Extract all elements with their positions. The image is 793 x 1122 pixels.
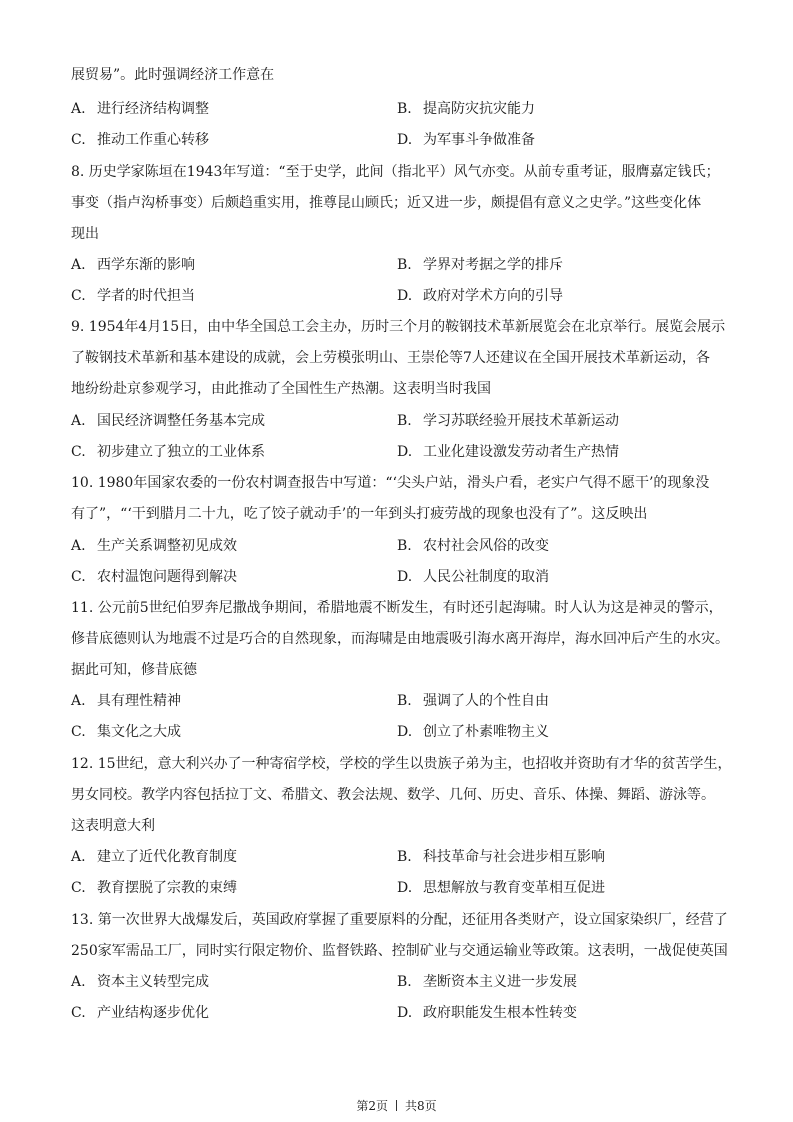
q12-option-a (71, 848, 237, 866)
option-key: D. (397, 132, 413, 148)
option-key: A. (71, 413, 86, 429)
q7-option-a (71, 100, 209, 118)
option-key: B. (397, 257, 412, 273)
question-9-stem-line-3: 地纷纷赴京参观学习，由此推动了全国性生产热潮。这表明当时我国 (71, 381, 491, 397)
option-key: B. (397, 693, 412, 709)
q13-option-d (397, 1004, 577, 1022)
question-12-stem-line-3: 这表明意大利 (71, 818, 155, 834)
question-8-stem-line-1: 8. 历史学家陈垣在1943年写道：“至于史学，此间（指北平）风气亦变。从前专重考证，服膺嘉定钱氏； (71, 164, 720, 180)
option-key: B. (397, 849, 412, 865)
option-text: 进行经济结构调整 (97, 101, 209, 117)
option-key: A. (71, 538, 86, 554)
question-13-stem-line-1: 13. 第一次世界大战爆发后，英国政府掌握了重要原料的分配，还征用各类财产，设立国家染织厂，经营了 (71, 912, 728, 928)
option-key: D. (397, 444, 413, 460)
q10-option-b (397, 537, 549, 555)
option-text: 资本主义转型完成 (97, 974, 209, 990)
option-text: 建立了近代化教育制度 (97, 849, 237, 865)
option-text: 创立了朴素唯物主义 (423, 724, 549, 740)
option-key: C. (71, 569, 86, 585)
q10-option-c (71, 568, 237, 586)
q12-option-d (397, 879, 605, 897)
option-key: A. (71, 101, 86, 117)
q9-option-a (71, 412, 265, 430)
option-text: 集文化之大成 (97, 724, 181, 740)
option-key: A. (71, 257, 86, 273)
q8-option-c (71, 287, 195, 305)
option-key: D. (397, 1005, 413, 1021)
page-total: 共8页 (405, 1099, 437, 1113)
q7-option-c (71, 131, 209, 149)
option-text: 工业化建设激发劳动者生产热情 (423, 444, 619, 460)
q11-option-a (71, 692, 181, 710)
q8-option-b (397, 256, 563, 274)
option-text: 产业结构逐步优化 (97, 1005, 209, 1021)
q9-option-c (71, 443, 265, 461)
option-key: B. (397, 538, 412, 554)
option-key: A. (71, 849, 86, 865)
question-9-stem-line-1: 9. 1954年4月15日，由中华全国总工会主办，历时三个月的鞍钢技术革新展览会在北京举行。展览会展示 (71, 319, 726, 335)
option-key: C. (71, 444, 86, 460)
question-11-stem-line-3: 据此可知，修昔底德 (71, 662, 197, 678)
q9-option-d (397, 443, 619, 461)
footer-divider (396, 1100, 397, 1111)
option-text: 国民经济调整任务基本完成 (97, 413, 265, 429)
option-text: 科技革命与社会进步相互影响 (423, 849, 605, 865)
option-text: 推动工作重心转移 (97, 132, 209, 148)
option-text: 提高防灾抗灾能力 (423, 101, 535, 117)
question-8-stem-line-2: 事变（指卢沟桥事变）后颇趋重实用，推尊昆山顾氏；近又进一步，颇提倡有意义之史学。”这些变化体 (71, 195, 702, 211)
q13-option-c (71, 1004, 209, 1022)
option-text: 农村社会风俗的改变 (423, 538, 549, 554)
q13-option-a (71, 973, 209, 991)
question-12-stem-line-2: 男女同校。教学内容包括拉丁文、希腊文、教会法规、数学、几何、历史、音乐、体操、舞蹈、游泳等。 (71, 787, 715, 803)
q12-option-c (71, 879, 237, 897)
option-key: C. (71, 132, 86, 148)
q8-option-d (397, 287, 563, 305)
q13-option-b (397, 973, 577, 991)
option-text: 强调了人的个性自由 (423, 693, 549, 709)
option-key: A. (71, 693, 86, 709)
option-text: 西学东渐的影响 (97, 257, 195, 273)
q8-option-a (71, 256, 195, 274)
option-text: 政府职能发生根本性转变 (423, 1005, 577, 1021)
question-12-stem-line-1: 12. 15世纪，意大利兴办了一种寄宿学校，学校的学生以贵族子弟为主，也招收并资助有才华的贫苦学生， (71, 756, 732, 772)
question-10-stem-line-2: 有了”，“‘干到腊月二十九，吃了饺子就动手’的一年到头打疲劳战的现象也没有了”。这反映出 (71, 506, 648, 522)
option-key: B. (397, 101, 412, 117)
page-footer (0, 1098, 793, 1114)
option-text: 思想解放与教育变革相互促进 (423, 880, 605, 896)
option-text: 垄断资本主义进一步发展 (423, 974, 577, 990)
option-text: 具有理性精神 (97, 693, 181, 709)
option-text: 学者的时代担当 (97, 288, 195, 304)
option-key: C. (71, 288, 86, 304)
option-text: 初步建立了独立的工业体系 (97, 444, 265, 460)
q11-option-c (71, 723, 181, 741)
option-text: 农村温饱问题得到解决 (97, 569, 237, 585)
option-key: D. (397, 288, 413, 304)
q10-option-a (71, 537, 237, 555)
option-text: 人民公社制度的取消 (423, 569, 549, 585)
q11-option-d (397, 723, 549, 741)
q7-option-d (397, 131, 535, 149)
option-key: C. (71, 724, 86, 740)
option-text: 生产关系调整初见成效 (97, 538, 237, 554)
question-10-stem-line-1: 10. 1980年国家农委的一份农村调查报告中写道：“‘尖头户站，滑头户看，老实户气得不愿干’的现象没 (71, 475, 710, 491)
question-8-stem-line-3: 现出 (71, 226, 99, 242)
option-key: B. (397, 974, 412, 990)
option-key: C. (71, 880, 86, 896)
page-number: 第2页 (356, 1099, 388, 1113)
option-text: 为军事斗争做准备 (423, 132, 535, 148)
q7-option-b (397, 100, 535, 118)
option-key: C. (71, 1005, 86, 1021)
question-13-stem-line-2: 250家军需品工厂，同时实行限定物价、监督铁路、控制矿业与交通运输业等政策。这表明，一战促使英国 (71, 943, 728, 959)
option-key: A. (71, 974, 86, 990)
option-text: 教育摆脱了宗教的束缚 (97, 880, 237, 896)
option-key: D. (397, 880, 413, 896)
option-text: 学习苏联经验开展技术革新运动 (423, 413, 619, 429)
q12-option-b (397, 848, 605, 866)
q9-option-b (397, 412, 619, 430)
question-9-stem-line-2: 了鞍钢技术革新和基本建设的成就，会上劳模张明山、王崇伦等7人还建议在全国开展技术革新运动，各 (71, 350, 710, 366)
option-text: 学界对考据之学的排斥 (423, 257, 563, 273)
option-text: 政府对学术方向的引导 (423, 288, 563, 304)
option-key: B. (397, 413, 412, 429)
option-key: D. (397, 724, 413, 740)
question-11-stem-line-2: 修昔底德则认为地震不过是巧合的自然现象，而海啸是由地震吸引海水离开海岸，海水回冲后产生的水灾。 (71, 631, 729, 647)
question-7-stem-line-3: 展贸易”。此时强调经济工作意在 (71, 67, 275, 83)
question-11-stem-line-1: 11. 公元前5世纪伯罗奔尼撒战争期间，希腊地震不断发生，有时还引起海啸。时人认为这是神灵的警示， (71, 600, 723, 616)
q10-option-d (397, 568, 549, 586)
q11-option-b (397, 692, 549, 710)
option-key: D. (397, 569, 413, 585)
